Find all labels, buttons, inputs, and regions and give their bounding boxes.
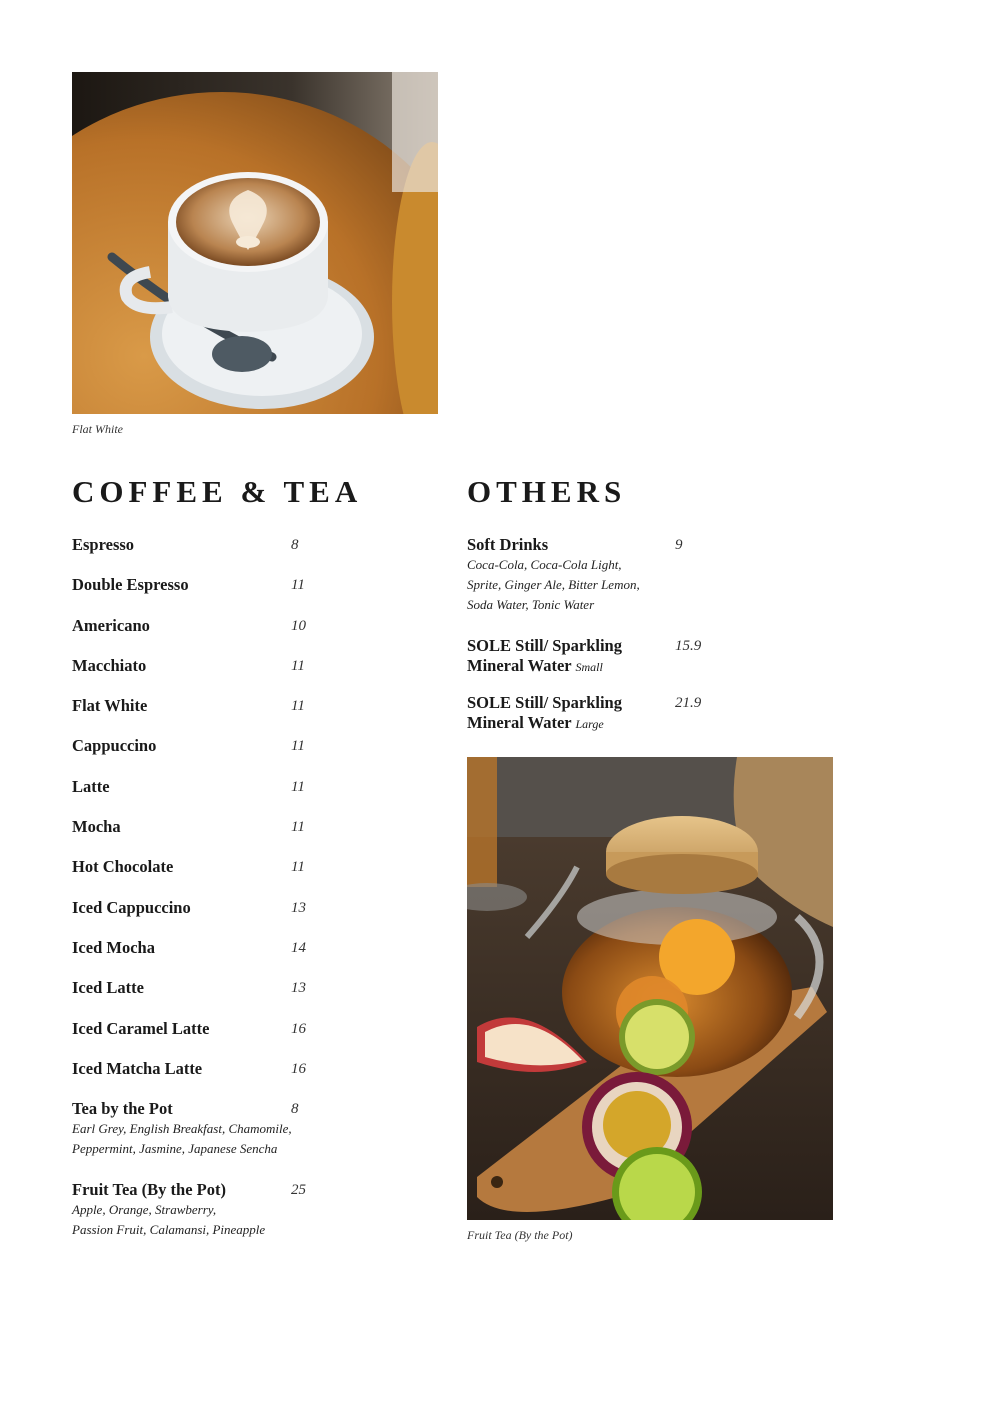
menu-item: [72, 1059, 332, 1079]
flat-white-photo: [72, 72, 438, 414]
flat-white-caption: Flat White: [72, 422, 123, 436]
menu-item: [72, 777, 332, 797]
item-name: Espresso: [72, 535, 135, 554]
item-name-line2: [467, 656, 727, 677]
menu-item-soft-drinks: [467, 535, 727, 615]
item-name: Fruit Tea (By the Pot): [72, 1180, 226, 1200]
item-name: Iced Caramel Latte: [72, 1018, 210, 1038]
others-heading: OTHERS: [467, 474, 627, 509]
menu-item: [72, 938, 332, 958]
item-name: Iced Mocha: [72, 937, 155, 957]
item-name: Americano: [72, 615, 150, 635]
item-name-text: Mineral Water: [467, 656, 572, 675]
menu-item-water-small: [467, 636, 727, 677]
menu-item: [72, 575, 332, 595]
item-price: 16: [291, 1060, 306, 1077]
item-description: Coca-Cola, Coca-Cola Light,: [467, 557, 622, 572]
menu-item: [72, 978, 332, 998]
item-name: Flat White: [72, 696, 148, 716]
item-name-line2: [467, 713, 727, 734]
item-price: 11: [291, 698, 305, 715]
item-price: 8: [291, 1101, 299, 1118]
item-price: 11: [291, 657, 305, 674]
item-price: 11: [291, 577, 305, 594]
item-name: Iced Cappuccino: [72, 897, 191, 917]
item-name: SOLE Still/ Sparkling: [467, 693, 622, 712]
item-name: Mocha: [72, 817, 121, 837]
coffee-tea-list: [72, 535, 332, 1261]
item-price: 25: [291, 1182, 306, 1199]
item-description: Soda Water, Tonic Water: [467, 597, 595, 612]
menu-item: [72, 857, 332, 877]
size-note: Large: [575, 717, 604, 731]
item-price: 11: [291, 778, 305, 795]
item-price: 8: [291, 537, 299, 553]
others-list: [467, 535, 727, 750]
item-name: Iced Matcha Latte: [72, 1058, 203, 1078]
item-price: 13: [291, 980, 306, 997]
item-price: 21.9: [675, 695, 702, 711]
item-name: Latte: [72, 776, 110, 796]
item-price: 16: [291, 1020, 306, 1037]
menu-item: [72, 696, 332, 716]
item-description: Apple, Orange, Strawberry,: [72, 1202, 217, 1218]
item-price: 11: [291, 819, 305, 836]
coffee-tea-heading: COFFEE & TEA: [72, 474, 363, 509]
menu-item: [72, 898, 332, 918]
menu-item: [72, 1099, 332, 1159]
item-name: Macchiato: [72, 655, 147, 675]
menu-item: [72, 736, 332, 756]
item-name: Tea by the Pot: [72, 1099, 173, 1119]
item-price: 9: [675, 537, 683, 553]
item-price: 10: [291, 617, 306, 634]
item-price: 15.9: [675, 638, 702, 654]
size-note: Small: [575, 660, 603, 674]
fruit-tea-caption: Fruit Tea (By the Pot): [467, 1228, 573, 1242]
menu-item: [72, 535, 332, 555]
item-name: Iced Latte: [72, 978, 144, 998]
item-description: Sprite, Ginger Ale, Bitter Lemon,: [467, 577, 640, 592]
item-description: Passion Fruit, Calamansi, Pineapple: [72, 1222, 266, 1238]
menu-item: [72, 656, 332, 676]
menu-item: [72, 1019, 332, 1039]
item-price: 11: [291, 738, 305, 755]
item-name: Hot Chocolate: [72, 857, 174, 877]
item-name-text: Mineral Water: [467, 713, 572, 732]
item-price: 13: [291, 899, 306, 916]
menu-item: [72, 1180, 332, 1240]
item-name: SOLE Still/ Sparkling: [467, 636, 622, 655]
item-name: Cappuccino: [72, 736, 157, 756]
menu-item: [72, 817, 332, 837]
menu-item: [72, 616, 332, 636]
menu-item-water-large: [467, 693, 727, 734]
item-name: Soft Drinks: [467, 535, 549, 554]
item-name: Double Espresso: [72, 575, 189, 595]
item-description: Peppermint, Jasmine, Japanese Sencha: [72, 1141, 278, 1157]
item-price: 11: [291, 859, 305, 876]
item-description: Earl Grey, English Breakfast, Chamomile,: [72, 1121, 292, 1137]
fruit-tea-photo: [467, 757, 833, 1220]
item-price: 14: [291, 939, 306, 956]
